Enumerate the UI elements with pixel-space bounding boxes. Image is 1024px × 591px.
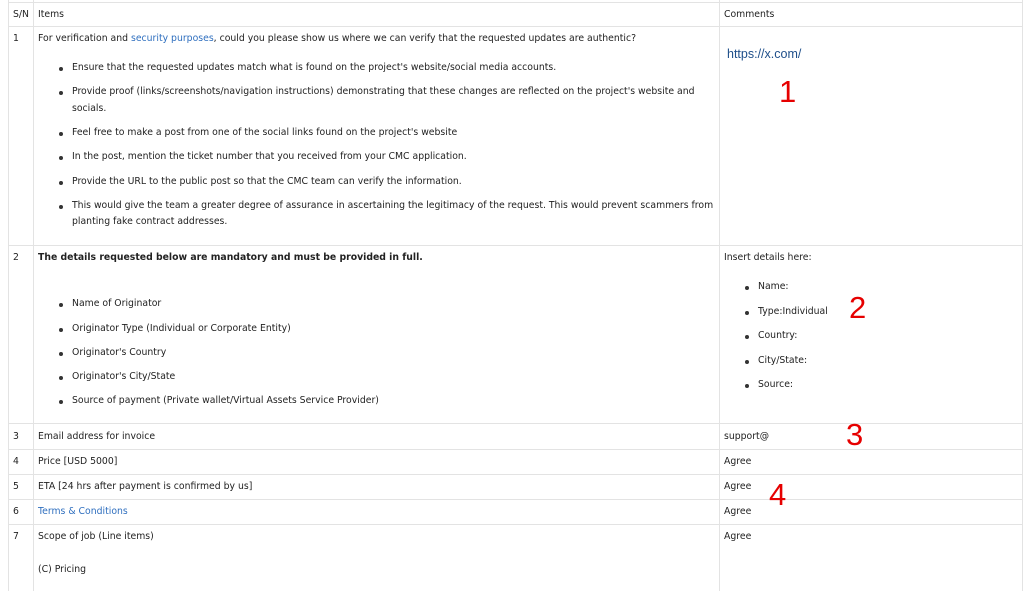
intro-text: For verification and <box>38 33 131 44</box>
row-item: Price [USD 5000] <box>38 456 118 467</box>
row-comment: Agree <box>724 531 752 542</box>
row-sn: 6 <box>13 506 19 517</box>
header-comments: Comments <box>724 9 775 20</box>
comment-url-link[interactable]: https://x.com/ <box>727 47 802 61</box>
row-sn: 4 <box>13 456 19 467</box>
comment-list-item: Country: <box>758 330 798 341</box>
list-item: Originator's City/State <box>72 371 176 382</box>
comment-list-item: City/State: <box>758 355 808 366</box>
list-item: Originator's Country <box>72 347 167 358</box>
row-comment: Agree <box>724 456 752 467</box>
row-item-sub: (C) Pricing <box>38 564 87 575</box>
annotation-number: 4 <box>769 477 787 512</box>
comment-list-item: Name: <box>758 281 789 292</box>
row-comment: Agree <box>724 481 752 492</box>
list-item-continuation: planting fake contract addresses. <box>72 216 228 227</box>
grid-line <box>719 0 720 591</box>
grid-line <box>8 26 1023 27</box>
list-item: Source of payment (Private wallet/Virtual Assets Service Provider) <box>72 395 379 406</box>
annotation-number: 3 <box>846 417 864 452</box>
grid-line <box>8 423 1023 424</box>
security-purposes-link[interactable]: security purposes <box>130 33 214 44</box>
row-comment: Agree <box>724 506 752 517</box>
list-item: Provide proof (links/screenshots/navigation instructions) demonstrating that these changes are reflected on the project's website and <box>72 86 695 97</box>
row-comment: support@ <box>724 431 769 442</box>
grid-line <box>8 524 1023 525</box>
grid-line <box>1022 0 1023 591</box>
header-sn: S/N <box>13 9 29 20</box>
row-item: Scope of job (Line items) <box>38 531 154 542</box>
row-sn: 7 <box>13 531 19 542</box>
list-item-continuation: socials. <box>72 103 107 114</box>
list-item: Name of Originator <box>72 298 162 309</box>
row-sn: 1 <box>13 33 19 44</box>
annotation-number: 1 <box>779 74 797 109</box>
row-intro: The details requested below are mandatory and must be provided in full. <box>38 252 423 263</box>
list-item: Ensure that the requested updates match what is found on the project's website/social media accounts. <box>72 62 557 73</box>
grid-line <box>8 0 9 591</box>
grid-line <box>8 474 1023 475</box>
comment-title: Insert details here: <box>724 252 812 263</box>
list-item: Feel free to make a post from one of the social links found on the project's website <box>72 127 458 138</box>
annotation-number: 2 <box>849 290 867 325</box>
comment-list-item: Source: <box>758 379 794 390</box>
row-sn: 5 <box>13 481 19 492</box>
grid-line <box>33 0 34 591</box>
row-sn: 2 <box>13 252 19 263</box>
row-item: ETA [24 hrs after payment is confirmed by us] <box>38 481 253 492</box>
comment-list-item: Type:Individual <box>758 306 828 317</box>
list-item: This would give the team a greater degree of assurance in ascertaining the legitimacy of the request. This would prevent scammers from <box>72 200 714 211</box>
grid-line <box>8 2 1023 3</box>
list-item: In the post, mention the ticket number that you received from your CMC application. <box>72 151 467 162</box>
list-item: Provide the URL to the public post so that the CMC team can verify the information. <box>72 176 462 187</box>
grid-line <box>8 499 1023 500</box>
row-intro <box>38 33 636 44</box>
row-sn: 3 <box>13 431 19 442</box>
grid-line <box>8 245 1023 246</box>
intro-text: , could you please show us where we can verify that the requested updates are authentic? <box>213 33 637 44</box>
list-item: Originator Type (Individual or Corporate Entity) <box>72 323 291 334</box>
row-item: Email address for invoice <box>38 431 156 442</box>
grid-line <box>8 449 1023 450</box>
header-items: Items <box>38 9 65 20</box>
terms-conditions-link[interactable]: Terms & Conditions <box>38 506 128 517</box>
